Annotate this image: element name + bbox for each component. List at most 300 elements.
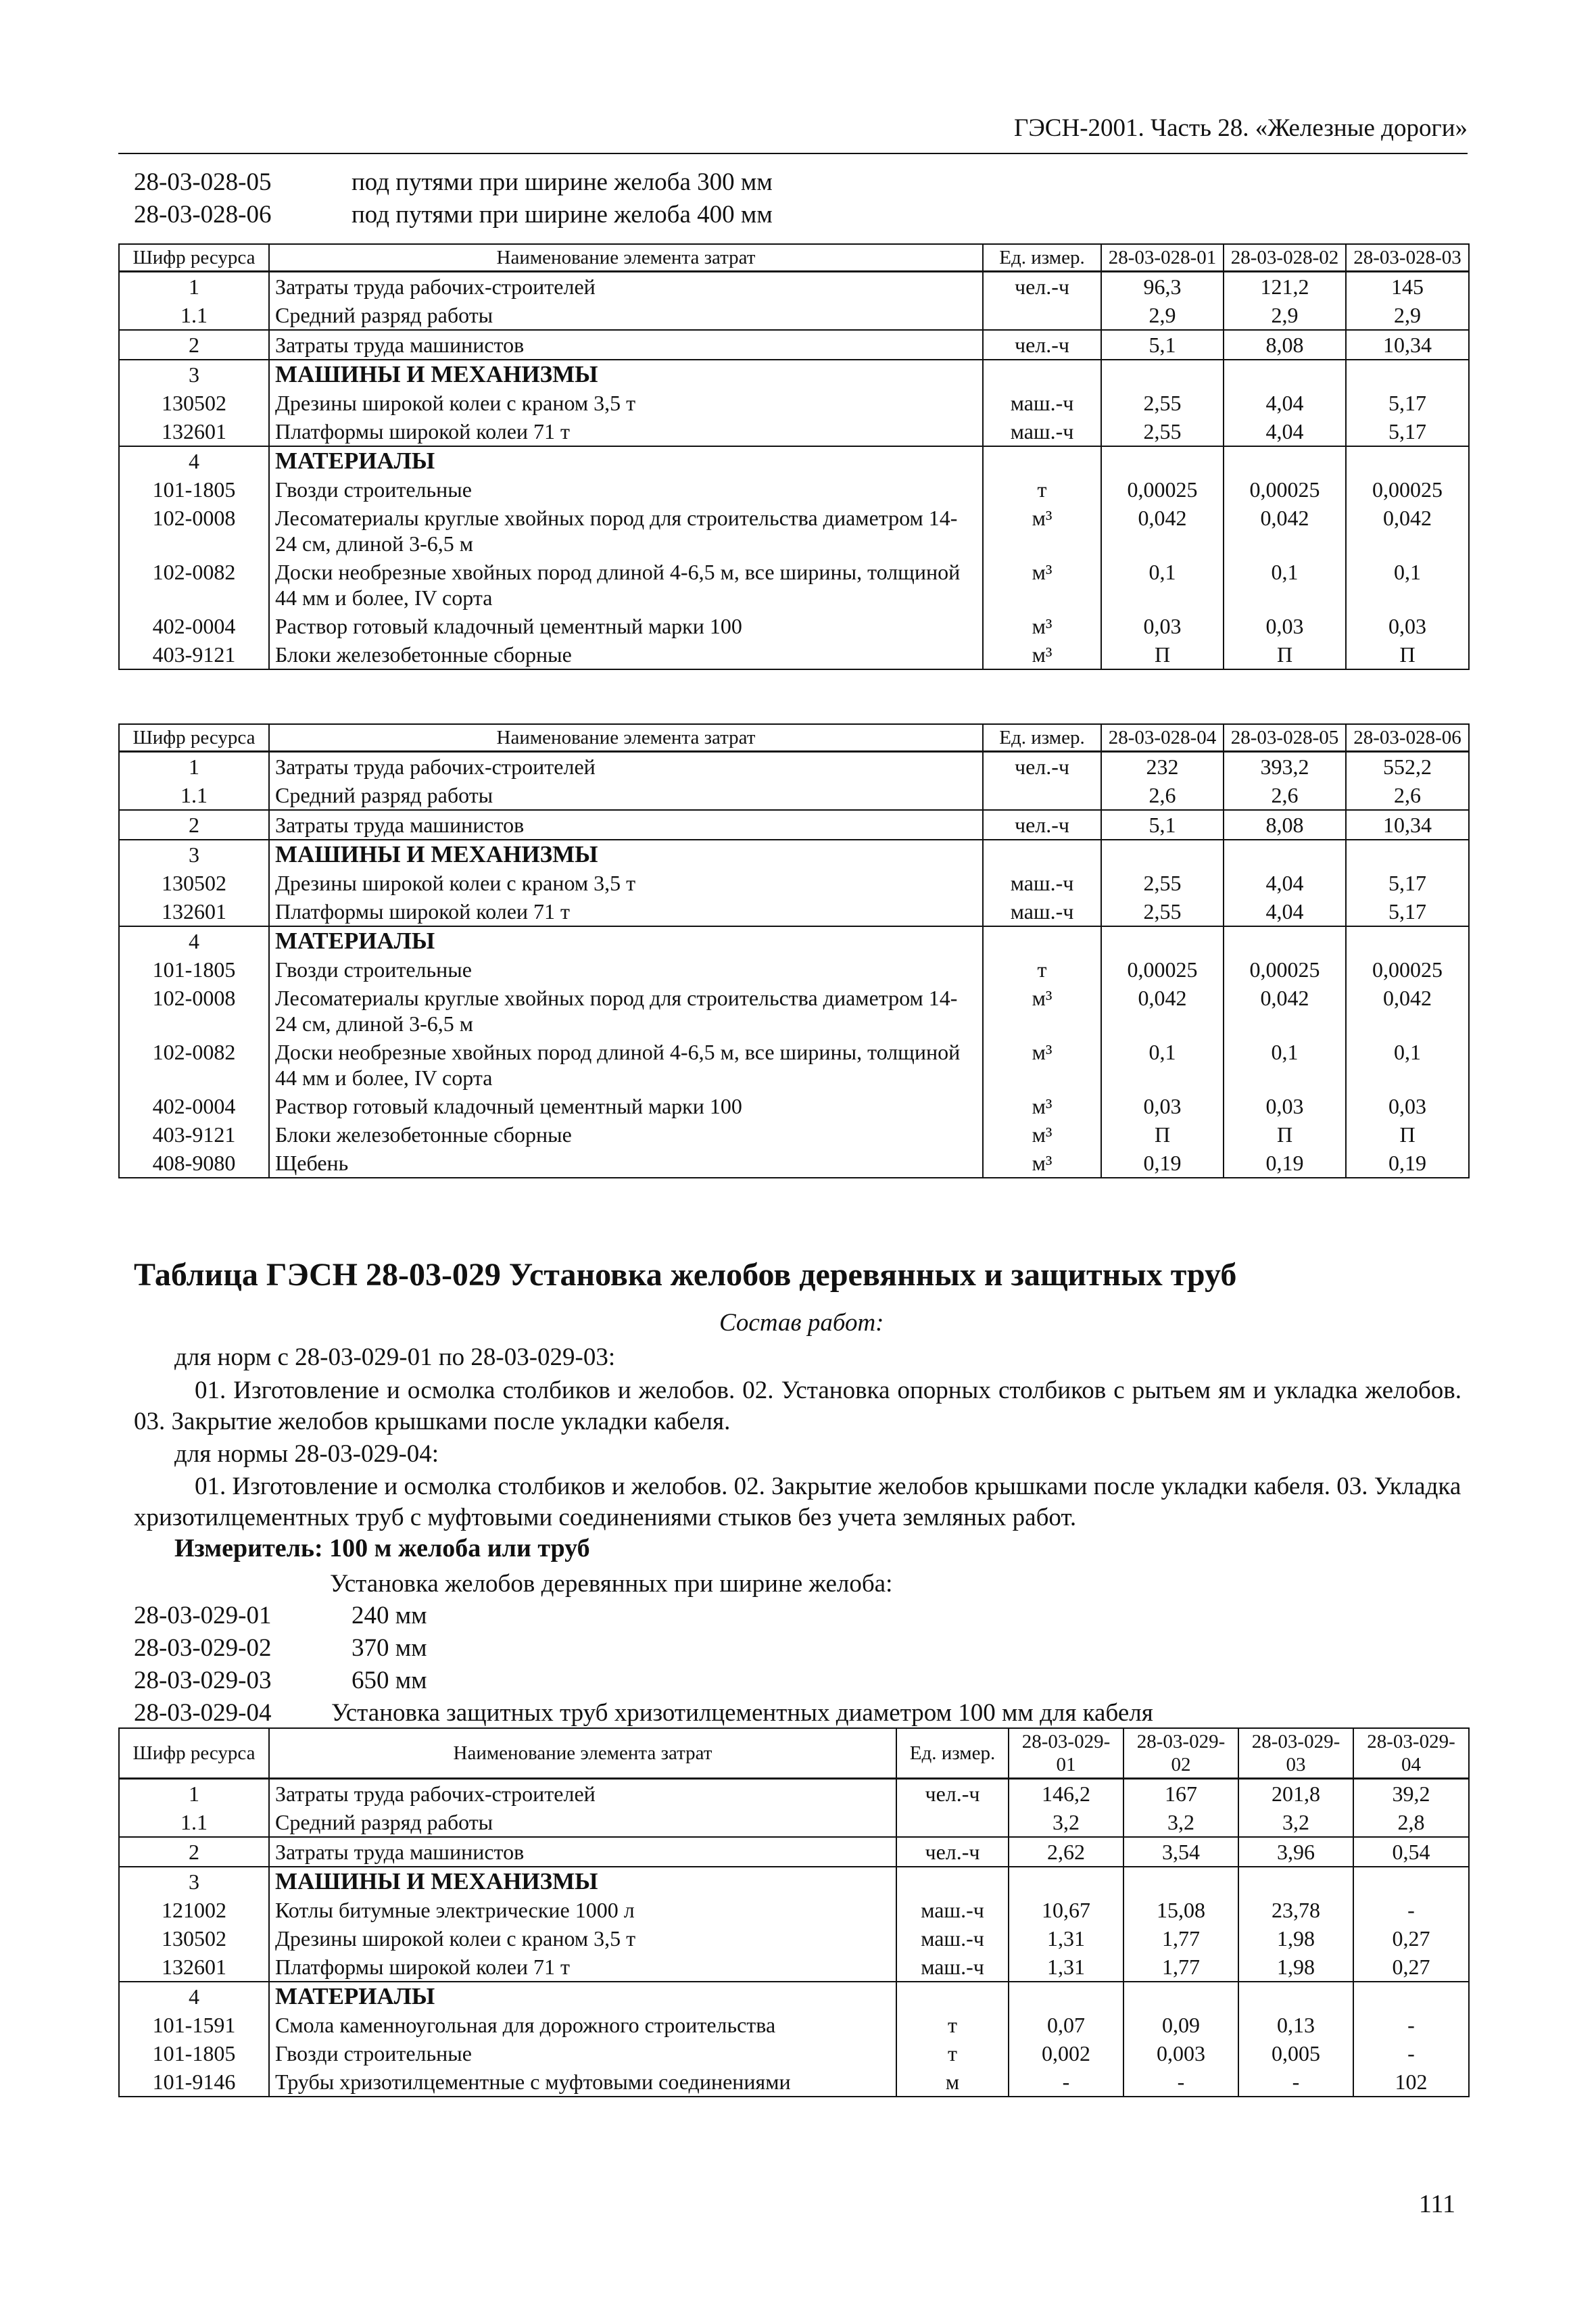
header-norm-col: 28-03-029-01 xyxy=(1009,1728,1123,1779)
norm-value-cell: 0,54 xyxy=(1353,1837,1469,1867)
resource-code-cell: 2 xyxy=(119,1837,269,1867)
unit-cell: м xyxy=(896,2068,1009,2097)
table-row xyxy=(119,504,1469,558)
header-norm-col: 28-03-029-03 xyxy=(1238,1728,1353,1779)
header-norm-col: 28-03-028-03 xyxy=(1346,244,1469,272)
norm-value-cell: 0,00025 xyxy=(1101,475,1224,504)
unit-cell: маш.-ч xyxy=(983,869,1101,897)
resource-name-cell: Лесоматериалы круглые хвойных пород для строительства диаметром 14-24 см, длиной 3-6,5 м xyxy=(269,504,983,558)
table-row xyxy=(119,1038,1469,1092)
table-row xyxy=(119,417,1469,446)
norm-value-cell: 2,55 xyxy=(1101,869,1224,897)
resource-code-cell: 101-1805 xyxy=(119,955,269,984)
norm-value-cell: 0,003 xyxy=(1123,2039,1238,2068)
resource-name-cell: Затраты труда машинистов xyxy=(269,810,983,840)
norm-value-cell: П xyxy=(1224,1120,1346,1149)
resource-code-cell: 3 xyxy=(119,360,269,389)
norm-value-cell: 2,6 xyxy=(1101,781,1224,810)
unit-cell: чел.-ч xyxy=(983,810,1101,840)
resource-table-2 xyxy=(118,723,1470,1178)
norm-description: Установка защитных труб хризотилцементных диаметром 100 мм для кабеля xyxy=(331,1699,1153,1727)
resource-name-cell: Раствор готовый кладочный цементный марки 100 xyxy=(269,612,983,640)
norm-value-cell: 5,17 xyxy=(1346,389,1469,417)
resource-code-cell: 130502 xyxy=(119,389,269,417)
work-steps-paragraph: 01. Изготовление и осмолка столбиков и желобов. 02. Закрытие желобов крышками после укладки кабеля. 03. Укладка хризотилцементных труб с муфтовыми соединениями стыков без учета земляных работ. xyxy=(134,1473,1461,1531)
resource-code-cell: 101-1805 xyxy=(119,475,269,504)
norm-value-cell: 5,17 xyxy=(1346,869,1469,897)
resource-name-cell: Затраты труда рабочих-строителей xyxy=(269,1779,896,1809)
header-norm-col: 28-03-029-02 xyxy=(1123,1728,1238,1779)
norm-description: под путями при ширине желоба 300 мм xyxy=(352,168,773,196)
norm-value-cell: 0,03 xyxy=(1101,1092,1224,1120)
resource-name-cell: Блоки железобетонные сборные xyxy=(269,640,983,669)
unit-cell: м³ xyxy=(983,640,1101,669)
table-row xyxy=(119,389,1469,417)
code-row xyxy=(134,1632,1153,1665)
norm-value-cell: 0,19 xyxy=(1101,1149,1224,1178)
unit-cell xyxy=(983,781,1101,810)
norm-value-cell: 0,042 xyxy=(1346,504,1469,558)
header-norm-col: 28-03-028-01 xyxy=(1101,244,1224,272)
table-row xyxy=(119,1953,1469,1982)
unit-cell: чел.-ч xyxy=(896,1837,1009,1867)
install-heading: Установка желобов деревянных при ширине желоба: xyxy=(330,1570,893,1598)
table-row xyxy=(119,1120,1469,1149)
norm-value-cell xyxy=(1101,840,1224,869)
norm-value-cell xyxy=(1238,1982,1353,2011)
header-norm-col: 28-03-029-04 xyxy=(1353,1728,1469,1779)
table-row xyxy=(119,810,1469,840)
resource-code-cell: 101-9146 xyxy=(119,2068,269,2097)
resource-name-cell: Затраты труда машинистов xyxy=(269,1837,896,1867)
table-row xyxy=(119,984,1469,1038)
resource-name-cell: Затраты труда машинистов xyxy=(269,330,983,360)
norm-value-cell xyxy=(1101,926,1224,955)
unit-cell: м³ xyxy=(983,1120,1101,1149)
unit-cell: м³ xyxy=(983,612,1101,640)
table-row xyxy=(119,1092,1469,1120)
resource-name-cell: МАШИНЫ И МЕХАНИЗМЫ xyxy=(269,840,983,869)
resource-code-cell: 408-9080 xyxy=(119,1149,269,1178)
unit-cell: маш.-ч xyxy=(983,417,1101,446)
table-row xyxy=(119,897,1469,926)
unit-cell xyxy=(983,840,1101,869)
unit-cell: т xyxy=(896,2011,1009,2039)
unit-cell: чел.-ч xyxy=(983,272,1101,302)
norm-value-cell: 0,13 xyxy=(1238,2011,1353,2039)
norm-value-cell: 4,04 xyxy=(1224,417,1346,446)
resource-name-cell: Лесоматериалы круглые хвойных пород для строительства диаметром 14-24 см, длиной 3-6,5 м xyxy=(269,984,983,1038)
code-row xyxy=(134,1600,1153,1632)
norm-value-cell xyxy=(1123,1867,1238,1896)
norm-code: 28-03-028-05 xyxy=(134,168,272,196)
unit-cell: т xyxy=(983,475,1101,504)
table-row xyxy=(119,272,1469,302)
unit-cell: маш.-ч xyxy=(896,1953,1009,1982)
norm-value-cell: 0,005 xyxy=(1238,2039,1353,2068)
resource-name-cell: Щебень xyxy=(269,1149,983,1178)
norm-value-cell: П xyxy=(1346,640,1469,669)
unit-cell: м³ xyxy=(983,1092,1101,1120)
unit-cell xyxy=(896,1867,1009,1896)
norm-value-cell: П xyxy=(1101,640,1224,669)
table-row xyxy=(119,446,1469,475)
unit-cell: м³ xyxy=(983,558,1101,612)
norm-value-cell: 0,1 xyxy=(1346,1038,1469,1092)
unit-cell xyxy=(983,360,1101,389)
resource-name-cell: Раствор готовый кладочный цементный марки 100 xyxy=(269,1092,983,1120)
header-divider xyxy=(118,153,1468,154)
resource-code-cell: 101-1805 xyxy=(119,2039,269,2068)
resource-name-cell: МАТЕРИАЛЫ xyxy=(269,1982,896,2011)
code-row xyxy=(134,1665,1153,1697)
norm-value-cell xyxy=(1346,446,1469,475)
resource-name-cell: Доски необрезные хвойных пород длиной 4-6,5 м, все ширины, толщиной 44 мм и более, IV сорта xyxy=(269,558,983,612)
norm-description: 240 мм xyxy=(352,1602,427,1629)
norm-value-cell xyxy=(1224,360,1346,389)
norm-value-cell: 0,1 xyxy=(1224,1038,1346,1092)
resource-code-cell: 3 xyxy=(119,1867,269,1896)
resource-name-cell: Дрезины широкой колеи с краном 3,5 т xyxy=(269,869,983,897)
norm-value-cell: 3,54 xyxy=(1123,1837,1238,1867)
resource-name-cell: Гвозди строительные xyxy=(269,475,983,504)
table-row xyxy=(119,869,1469,897)
norm-value-cell: 3,2 xyxy=(1009,1808,1123,1837)
resource-code-cell: 4 xyxy=(119,1982,269,2011)
top-code-list xyxy=(134,166,773,231)
table-row xyxy=(119,1896,1469,1924)
norm-value-cell: - xyxy=(1238,2068,1353,2097)
norm-value-cell: 0,00025 xyxy=(1224,955,1346,984)
norm-value-cell: 0,1 xyxy=(1346,558,1469,612)
norm-value-cell xyxy=(1101,446,1224,475)
norm-value-cell: 2,55 xyxy=(1101,897,1224,926)
resource-name-cell: Доски необрезные хвойных пород длиной 4-6,5 м, все ширины, толщиной 44 мм и более, IV сорта xyxy=(269,1038,983,1092)
resource-code-cell: 132601 xyxy=(119,897,269,926)
norm-value-cell: 0,03 xyxy=(1346,1092,1469,1120)
norm-value-cell xyxy=(1224,840,1346,869)
table-row xyxy=(119,1982,1469,2011)
norm-value-cell: 0,1 xyxy=(1101,558,1224,612)
resource-code-cell: 102-0008 xyxy=(119,504,269,558)
header-name: Наименование элемента затрат xyxy=(269,1728,896,1779)
norm-value-cell: 145 xyxy=(1346,272,1469,302)
norm-code: 28-03-028-06 xyxy=(134,201,272,229)
norm-value-cell: 0,03 xyxy=(1224,612,1346,640)
norm-value-cell: 2,9 xyxy=(1224,301,1346,330)
resource-name-cell: Платформы широкой колеи 71 т xyxy=(269,1953,896,1982)
norm-value-cell: 2,8 xyxy=(1353,1808,1469,1837)
unit-cell xyxy=(983,301,1101,330)
norm-value-cell: П xyxy=(1224,640,1346,669)
norm-value-cell: - xyxy=(1353,1896,1469,1924)
resource-name-cell: Средний разряд работы xyxy=(269,1808,896,1837)
resource-code-cell: 102-0008 xyxy=(119,984,269,1038)
norm-description: под путями при ширине желоба 400 мм xyxy=(352,201,773,229)
unit-cell xyxy=(983,926,1101,955)
header-unit: Ед. измер. xyxy=(983,244,1101,272)
norm-value-cell: 232 xyxy=(1101,752,1224,782)
norm-value-cell: 1,31 xyxy=(1009,1924,1123,1953)
norm-value-cell: 2,6 xyxy=(1224,781,1346,810)
norm-value-cell: 0,03 xyxy=(1346,612,1469,640)
unit-cell: м³ xyxy=(983,1149,1101,1178)
norm-value-cell: 1,98 xyxy=(1238,1953,1353,1982)
norm-description: 650 мм xyxy=(352,1667,427,1694)
norm-value-cell xyxy=(1238,1867,1353,1896)
table-row xyxy=(119,1149,1469,1178)
resource-name-cell: Средний разряд работы xyxy=(269,301,983,330)
section-code-list xyxy=(134,1600,1153,1729)
table-row xyxy=(119,2068,1469,2097)
resource-name-cell: Трубы хризотилцементные с муфтовыми соединениями xyxy=(269,2068,896,2097)
norm-value-cell xyxy=(1346,926,1469,955)
norm-value-cell: 0,19 xyxy=(1346,1149,1469,1178)
norm-value-cell: 1,31 xyxy=(1009,1953,1123,1982)
norm-value-cell: - xyxy=(1009,2068,1123,2097)
norm-value-cell: 0,27 xyxy=(1353,1953,1469,1982)
resource-name-cell: Гвозди строительные xyxy=(269,955,983,984)
norm-label: для нормы 28-03-029-04: xyxy=(174,1440,439,1468)
resource-code-cell: 1 xyxy=(119,1779,269,1809)
norm-value-cell: 2,55 xyxy=(1101,417,1224,446)
norm-value-cell: 0,1 xyxy=(1101,1038,1224,1092)
resource-name-cell: Смола каменноугольная для дорожного строительства xyxy=(269,2011,896,2039)
norm-value-cell: 8,08 xyxy=(1224,810,1346,840)
norm-value-cell xyxy=(1123,1982,1238,2011)
norm-value-cell: 2,9 xyxy=(1346,301,1469,330)
unit-cell: чел.-ч xyxy=(983,752,1101,782)
norm-value-cell: 0,042 xyxy=(1101,984,1224,1038)
norm-value-cell: 5,17 xyxy=(1346,417,1469,446)
norm-value-cell: 167 xyxy=(1123,1779,1238,1809)
work-steps-paragraph: 01. Изготовление и осмолка столбиков и желобов. 02. Установка опорных столбиков с рытьем ям и укладка желобов. 03. Закрытие желобов крышками после укладки кабеля. xyxy=(134,1377,1461,1435)
table-header-row xyxy=(119,1728,1469,1779)
resource-name-cell: Платформы широкой колеи 71 т xyxy=(269,897,983,926)
norm-value-cell: 2,6 xyxy=(1346,781,1469,810)
resource-code-cell: 402-0004 xyxy=(119,612,269,640)
resource-code-cell: 1.1 xyxy=(119,1808,269,1837)
unit-cell: маш.-ч xyxy=(983,897,1101,926)
norm-value-cell xyxy=(1224,926,1346,955)
unit-cell: чел.-ч xyxy=(983,330,1101,360)
norm-value-cell: 96,3 xyxy=(1101,272,1224,302)
norm-value-cell xyxy=(1101,360,1224,389)
table-row xyxy=(119,2039,1469,2068)
norm-value-cell: 15,08 xyxy=(1123,1896,1238,1924)
norm-value-cell: 0,002 xyxy=(1009,2039,1123,2068)
table-row xyxy=(119,360,1469,389)
norm-value-cell: 0,042 xyxy=(1101,504,1224,558)
norm-code: 28-03-029-02 xyxy=(134,1634,272,1662)
resource-code-cell: 402-0004 xyxy=(119,1092,269,1120)
unit-cell: м³ xyxy=(983,984,1101,1038)
norm-value-cell xyxy=(1346,360,1469,389)
norm-value-cell: 0,09 xyxy=(1123,2011,1238,2039)
resource-name-cell: Гвозди строительные xyxy=(269,2039,896,2068)
norm-value-cell: П xyxy=(1101,1120,1224,1149)
table-row xyxy=(119,781,1469,810)
norm-value-cell: 23,78 xyxy=(1238,1896,1353,1924)
norm-value-cell: 10,67 xyxy=(1009,1896,1123,1924)
norm-value-cell xyxy=(1009,1867,1123,1896)
table-header-row xyxy=(119,724,1469,752)
unit-cell: м³ xyxy=(983,504,1101,558)
resource-name-cell: Затраты труда рабочих-строителей xyxy=(269,752,983,782)
norm-value-cell: 552,2 xyxy=(1346,752,1469,782)
resource-code-cell: 2 xyxy=(119,330,269,360)
resource-code-cell: 102-0082 xyxy=(119,1038,269,1092)
norm-value-cell: - xyxy=(1353,2039,1469,2068)
resource-code-cell: 130502 xyxy=(119,869,269,897)
resource-table-1 xyxy=(118,243,1470,670)
table-row xyxy=(119,1837,1469,1867)
norm-value-cell xyxy=(1353,1867,1469,1896)
norm-value-cell: 3,2 xyxy=(1238,1808,1353,1837)
resource-code-cell: 102-0082 xyxy=(119,558,269,612)
norm-value-cell: 5,17 xyxy=(1346,897,1469,926)
resource-name-cell: Платформы широкой колеи 71 т xyxy=(269,417,983,446)
resource-code-cell: 1.1 xyxy=(119,301,269,330)
resource-name-cell: Затраты труда рабочих-строителей xyxy=(269,272,983,302)
header-name: Наименование элемента затрат xyxy=(269,724,983,752)
header-code: Шифр ресурса xyxy=(119,1728,269,1779)
composition-label: Состав работ: xyxy=(719,1309,884,1337)
norm-value-cell: 10,34 xyxy=(1346,810,1469,840)
norm-value-cell: 3,2 xyxy=(1123,1808,1238,1837)
norm-value-cell: 10,34 xyxy=(1346,330,1469,360)
table-row xyxy=(119,1779,1469,1809)
norm-value-cell: 121,2 xyxy=(1224,272,1346,302)
norm-value-cell: 0,00025 xyxy=(1224,475,1346,504)
section-title: Таблица ГЭСН 28-03-029 Установка желобов деревянных и защитных труб xyxy=(134,1257,1237,1293)
header-unit: Ед. измер. xyxy=(896,1728,1009,1779)
resource-code-cell: 1 xyxy=(119,272,269,302)
norm-value-cell: 1,77 xyxy=(1123,1953,1238,1982)
code-row xyxy=(134,199,773,231)
resource-name-cell: Средний разряд работы xyxy=(269,781,983,810)
table-row xyxy=(119,640,1469,669)
norm-value-cell: 3,96 xyxy=(1238,1837,1353,1867)
resource-code-cell: 101-1591 xyxy=(119,2011,269,2039)
page-number: 111 xyxy=(1418,2190,1455,2218)
running-header: ГЭСН-2001. Часть 28. «Железные дороги» xyxy=(1013,114,1468,142)
resource-code-cell: 4 xyxy=(119,446,269,475)
resource-name-cell: МАШИНЫ И МЕХАНИЗМЫ xyxy=(269,360,983,389)
resource-name-cell: МАТЕРИАЛЫ xyxy=(269,926,983,955)
header-norm-col: 28-03-028-05 xyxy=(1224,724,1346,752)
norm-value-cell: 4,04 xyxy=(1224,897,1346,926)
norm-value-cell: 8,08 xyxy=(1224,330,1346,360)
resource-name-cell: МАТЕРИАЛЫ xyxy=(269,446,983,475)
table-row xyxy=(119,955,1469,984)
norm-value-cell xyxy=(1224,446,1346,475)
code-row xyxy=(134,166,773,199)
table-row xyxy=(119,301,1469,330)
norm-description: 370 мм xyxy=(352,1634,427,1662)
norm-value-cell: 2,55 xyxy=(1101,389,1224,417)
resource-code-cell: 403-9121 xyxy=(119,1120,269,1149)
table-row xyxy=(119,752,1469,782)
norm-value-cell xyxy=(1353,1982,1469,2011)
norm-value-cell: 0,03 xyxy=(1101,612,1224,640)
resource-code-cell: 403-9121 xyxy=(119,640,269,669)
norm-value-cell: П xyxy=(1346,1120,1469,1149)
norm-value-cell: 2,9 xyxy=(1101,301,1224,330)
header-code: Шифр ресурса xyxy=(119,724,269,752)
norm-code: 28-03-029-03 xyxy=(134,1667,272,1694)
norm-value-cell xyxy=(1346,840,1469,869)
unit-cell: маш.-ч xyxy=(896,1896,1009,1924)
header-norm-col: 28-03-028-04 xyxy=(1101,724,1224,752)
resource-table-3 xyxy=(118,1727,1470,2097)
resource-name-cell: Дрезины широкой колеи с краном 3,5 т xyxy=(269,1924,896,1953)
unit-cell xyxy=(896,1808,1009,1837)
resource-code-cell: 1 xyxy=(119,752,269,782)
norm-code: 28-03-029-04 xyxy=(134,1699,272,1727)
norm-value-cell: 2,62 xyxy=(1009,1837,1123,1867)
resource-code-cell: 121002 xyxy=(119,1896,269,1924)
norm-value-cell: 146,2 xyxy=(1009,1779,1123,1809)
norm-value-cell: 4,04 xyxy=(1224,869,1346,897)
resource-code-cell: 2 xyxy=(119,810,269,840)
table-row xyxy=(119,1867,1469,1896)
unit-of-measure: Измеритель: 100 м желоба или труб xyxy=(174,1534,590,1562)
unit-cell: т xyxy=(896,2039,1009,2068)
norm-value-cell: 5,1 xyxy=(1101,810,1224,840)
norm-value-cell: 0,042 xyxy=(1224,984,1346,1038)
norm-value-cell: 393,2 xyxy=(1224,752,1346,782)
norms-range-label: для норм с 28-03-029-01 по 28-03-029-03: xyxy=(174,1343,616,1371)
resource-code-cell: 4 xyxy=(119,926,269,955)
table-row xyxy=(119,330,1469,360)
table-row xyxy=(119,1924,1469,1953)
unit-cell: чел.-ч xyxy=(896,1779,1009,1809)
table-row xyxy=(119,840,1469,869)
norm-value-cell: 39,2 xyxy=(1353,1779,1469,1809)
table-row xyxy=(119,558,1469,612)
unit-cell: м³ xyxy=(983,1038,1101,1092)
resource-name-cell: МАШИНЫ И МЕХАНИЗМЫ xyxy=(269,1867,896,1896)
norm-code: 28-03-029-01 xyxy=(134,1602,272,1629)
resource-code-cell: 130502 xyxy=(119,1924,269,1953)
header-name: Наименование элемента затрат xyxy=(269,244,983,272)
resource-code-cell: 3 xyxy=(119,840,269,869)
norm-value-cell: 0,27 xyxy=(1353,1924,1469,1953)
norm-value-cell: 1,77 xyxy=(1123,1924,1238,1953)
table-row xyxy=(119,475,1469,504)
norm-value-cell: 201,8 xyxy=(1238,1779,1353,1809)
norm-value-cell: 0,042 xyxy=(1346,984,1469,1038)
norm-value-cell xyxy=(1009,1982,1123,2011)
norm-value-cell: 1,98 xyxy=(1238,1924,1353,1953)
norm-value-cell: - xyxy=(1123,2068,1238,2097)
norm-value-cell: 102 xyxy=(1353,2068,1469,2097)
header-code: Шифр ресурса xyxy=(119,244,269,272)
norm-value-cell: 0,19 xyxy=(1224,1149,1346,1178)
norm-value-cell: 0,07 xyxy=(1009,2011,1123,2039)
norm-value-cell: 0,00025 xyxy=(1346,955,1469,984)
header-norm-col: 28-03-028-06 xyxy=(1346,724,1469,752)
norm-value-cell: 0,00025 xyxy=(1346,475,1469,504)
table-row xyxy=(119,612,1469,640)
unit-cell: маш.-ч xyxy=(983,389,1101,417)
table-row xyxy=(119,2011,1469,2039)
code-row xyxy=(134,1697,1153,1729)
norm-value-cell: 0,03 xyxy=(1224,1092,1346,1120)
norm-value-cell: 4,04 xyxy=(1224,389,1346,417)
table-row xyxy=(119,1808,1469,1837)
